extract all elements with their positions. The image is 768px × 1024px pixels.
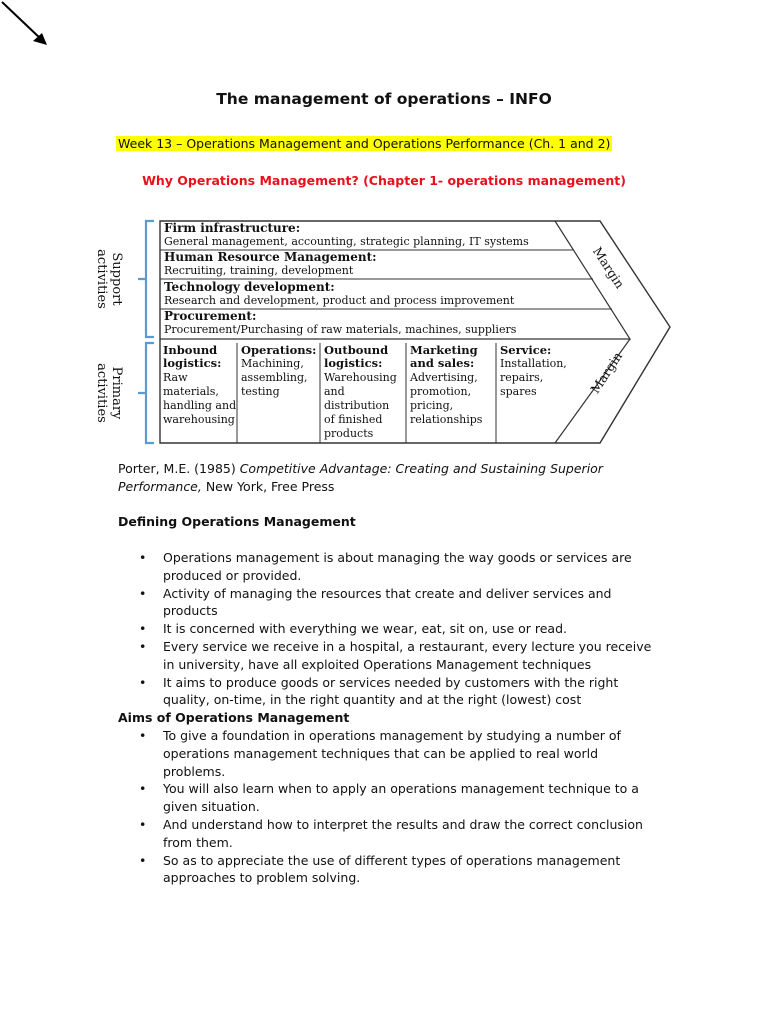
svg-text:Advertising,: Advertising, xyxy=(410,371,478,384)
svg-text:logistics:: logistics: xyxy=(324,356,383,370)
support-row-firm-infrastructure xyxy=(164,221,529,248)
svg-text:Marketing: Marketing xyxy=(410,343,478,357)
support-row-title: Human Resource Management: xyxy=(164,250,377,264)
svg-text:Raw: Raw xyxy=(163,371,188,384)
list-item: • It aims to produce goods or services needed by customers with the right quality, on-time, in the right quantity and at the right (lowest) cost xyxy=(118,674,658,710)
support-row-desc: Recruiting, training, development xyxy=(164,264,354,277)
svg-text:materials,: materials, xyxy=(163,385,219,398)
list-item: • You will also learn when to apply an operations management technique to a given situation. xyxy=(118,780,658,816)
list-item: • And understand how to interpret the results and draw the correct conclusion from them. xyxy=(118,816,658,852)
list-item: • Activity of managing the resources that create and deliver services and products xyxy=(118,585,658,621)
page-title: The management of operations – INFO xyxy=(216,90,552,108)
primary-col-inbound xyxy=(163,343,236,426)
primary-label-1: Primary xyxy=(109,366,124,420)
primary-col-outbound xyxy=(324,343,397,440)
support-row-desc: Research and development, product and process improvement xyxy=(164,294,515,307)
section-heading-defining: Defining Operations Management xyxy=(118,514,356,529)
support-label-1: Support xyxy=(109,252,124,306)
section-heading-aims: Aims of Operations Management xyxy=(118,710,350,725)
support-row-title: Technology development: xyxy=(164,280,335,294)
svg-text:testing: testing xyxy=(241,385,280,398)
citation xyxy=(118,460,658,496)
svg-text:products: products xyxy=(324,427,374,440)
section-subtitle: Why Operations Management? (Chapter 1- operations management) xyxy=(142,173,626,188)
svg-text:Service:: Service: xyxy=(500,343,552,357)
primary-bracket xyxy=(138,343,154,443)
svg-text:assembling,: assembling, xyxy=(241,371,308,384)
svg-text:Operations:: Operations: xyxy=(241,343,317,357)
support-row-title: Firm infrastructure: xyxy=(164,221,301,235)
svg-text:Inbound: Inbound xyxy=(163,343,218,357)
list-item: • To give a foundation in operations management by studying a number of operations management techniques that can be applied to real world problems. xyxy=(118,727,658,780)
svg-text:repairs,: repairs, xyxy=(500,371,544,384)
aims-bullet-list xyxy=(118,727,658,887)
svg-text:Warehousing: Warehousing xyxy=(324,371,397,384)
svg-text:handling and: handling and xyxy=(163,399,237,412)
svg-text:distribution: distribution xyxy=(324,399,390,412)
svg-text:of finished: of finished xyxy=(324,413,383,426)
primary-col-operations xyxy=(241,343,316,398)
arrow-icon xyxy=(0,0,60,60)
week-heading: Week 13 – Operations Management and Operations Performance (Ch. 1 and 2) xyxy=(118,136,611,151)
svg-text:Installation,: Installation, xyxy=(500,357,567,370)
svg-text:spares: spares xyxy=(500,385,537,398)
citation-title: Competitive Advantage: Creating and Sustaining Superior Performance, xyxy=(118,461,603,494)
svg-text:Outbound: Outbound xyxy=(324,343,389,357)
support-row-desc: General management, accounting, strategic planning, IT systems xyxy=(164,235,529,248)
primary-label-2: activities xyxy=(94,363,109,423)
svg-text:pricing,: pricing, xyxy=(410,399,454,412)
primary-col-service xyxy=(500,343,567,398)
list-item: • It is concerned with everything we wear, eat, sit on, use or read. xyxy=(118,620,658,638)
margin-label-top: Margin xyxy=(589,244,628,292)
svg-text:and sales:: and sales: xyxy=(410,356,475,370)
support-label-2: activities xyxy=(94,249,109,309)
support-row-title: Procurement: xyxy=(164,309,257,323)
support-row-technology xyxy=(164,280,515,307)
defining-bullet-list xyxy=(118,549,658,709)
svg-text:Machining,: Machining, xyxy=(241,357,304,370)
support-bracket xyxy=(138,221,154,337)
list-item: • So as to appreciate the use of different types of operations management approaches to problem solving. xyxy=(118,852,658,888)
support-row-procurement xyxy=(164,309,517,336)
svg-text:warehousing: warehousing xyxy=(163,413,235,426)
svg-text:relationships: relationships xyxy=(410,413,483,426)
margin-label-bottom: Margin xyxy=(587,349,626,397)
list-item: • Operations management is about managing the way goods or services are produced or provided. xyxy=(118,549,658,585)
support-row-hr xyxy=(164,250,377,277)
primary-col-marketing xyxy=(409,343,483,426)
citation-prefix: Porter, M.E. (1985) xyxy=(118,461,240,476)
svg-text:and: and xyxy=(324,385,345,398)
citation-suffix: New York, Free Press xyxy=(201,479,335,494)
support-row-desc: Procurement/Purchasing of raw materials, machines, suppliers xyxy=(164,323,517,336)
svg-text:logistics:: logistics: xyxy=(163,356,222,370)
svg-text:promotion,: promotion, xyxy=(410,385,472,398)
list-item: • Every service we receive in a hospital, a restaurant, every lecture you receive in university, have all exploited Operations Management techniques xyxy=(118,638,658,674)
value-chain-diagram xyxy=(80,215,680,455)
